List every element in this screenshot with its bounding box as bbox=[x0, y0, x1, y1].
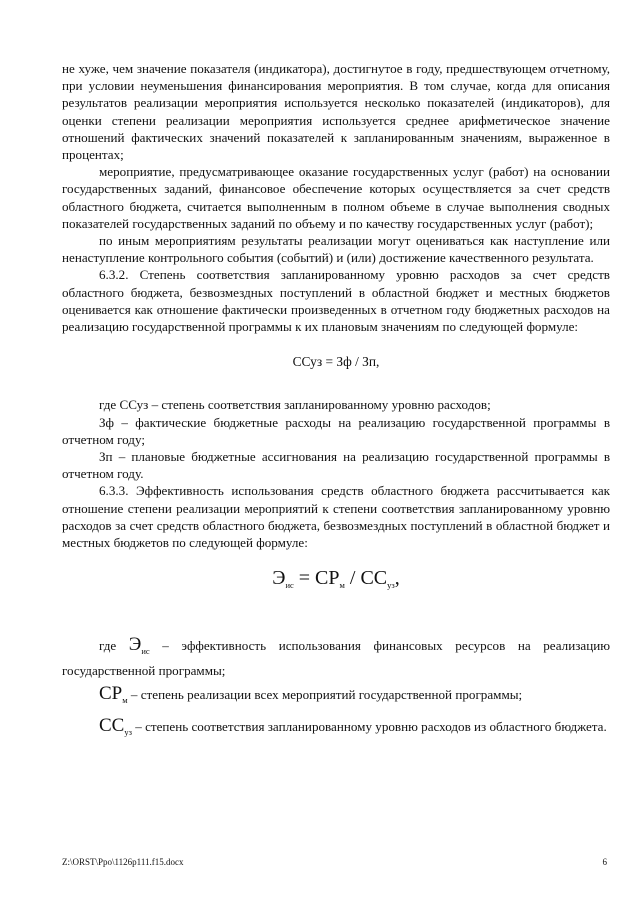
formula-ss-sub: уз bbox=[387, 580, 395, 591]
formula-e-sub: ис bbox=[285, 580, 294, 591]
formula-eq: = bbox=[293, 567, 316, 590]
paragraph-srm bbox=[62, 683, 610, 711]
formula-ss: СС bbox=[360, 567, 388, 590]
ssuz-description: – степень соответствия запланированному уровню расходов из областного бюджета. bbox=[135, 719, 607, 735]
paragraph-zp: Зп – плановые бюджетные ассигнования на реализацию государственной программы в отчетном году. bbox=[62, 449, 610, 482]
formula-sr-sub: м bbox=[339, 580, 345, 591]
formula-e: Э bbox=[272, 567, 286, 590]
formula-tail: , bbox=[394, 567, 400, 590]
paragraph-where-ssuz: где ССуз – степень соответствия запланированному уровню расходов; bbox=[99, 397, 491, 413]
symbol-ssuz: $СС_{уз}$ bbox=[99, 715, 132, 738]
symbol-srm: $СР_м$ bbox=[99, 683, 128, 706]
paragraph-2: мероприятие, предусматривающее оказание государственных услуг (работ) на основании государственных заданий, финансовое обеспечение которых осуществляется за счет средств областного бюджета, считается выполненным в полном объеме в случае выполнения сводных показателей государственных заданий по объему и по качеству государственных услуг (работ); bbox=[62, 164, 610, 231]
file-path: Z:\ORST\Ppo\1126p111.f15.docx bbox=[62, 857, 184, 867]
page-number: 6 bbox=[602, 857, 607, 867]
paragraph-3: по иным мероприятиям результаты реализации могут оцениваться как наступление или ненаступление контрольного события (событий) и (или) достижение качественного результата. bbox=[62, 233, 610, 266]
page-footer bbox=[62, 857, 607, 867]
formula-efficiency bbox=[62, 565, 610, 598]
srm-description: – степень реализации всех мероприятий государственной программы; bbox=[130, 687, 523, 703]
paragraph-6-3-3: 6.3.3. Эффективность использования средств областного бюджета рассчитывается как отношение степени реализации мероприятий к степени соответствия запланированному уровню расходов за счет средств областного бюджета, безвозмездных поступлений в областной бюджет и местных бюджетов по следующей формуле: bbox=[62, 483, 610, 551]
paragraph-1: не хуже, чем значение показателя (индикатора), достигнутое в году, предшествующем отчетному, при условии неуменьшения финансирования мероприятия. В том случае, когда для описания результатов реализации мероприятия используется несколько показателей (индикаторов), для оценки степени реализации мероприятия используется среднее арифметическое значение отношений фактических значений показателей к запланированным значениям, выраженное в процентах; bbox=[62, 61, 610, 163]
eis-description: – эффективность использования финансовых ресурсов на реализацию государственной программы; bbox=[62, 638, 611, 679]
paragraph-6-3-2: 6.3.2. Степень соответствия запланированному уровню расходов за счет средств областного бюджета, безвозмездных поступлений в областной бюджет и местных бюджетов оценивается как отношение фактически произведенных в отчетном году бюджетных расходов на реализацию государственной программы к их плановым значениям по следующей формуле: bbox=[62, 267, 610, 335]
where-label: где bbox=[99, 638, 117, 654]
symbol-eis: $Э_{ис}$ bbox=[128, 634, 150, 657]
formula-sr: СР bbox=[315, 567, 340, 590]
document-body bbox=[62, 60, 610, 743]
formula-div: / bbox=[344, 567, 361, 590]
paragraph-zf: Зф – фактические бюджетные расходы на реализацию государственной программы в отчетном году; bbox=[62, 414, 610, 447]
paragraph-where-eis bbox=[62, 634, 610, 679]
formula-ssuz: ССуз = Зф / Зп, bbox=[292, 354, 380, 370]
paragraph-ssuz bbox=[62, 715, 610, 743]
